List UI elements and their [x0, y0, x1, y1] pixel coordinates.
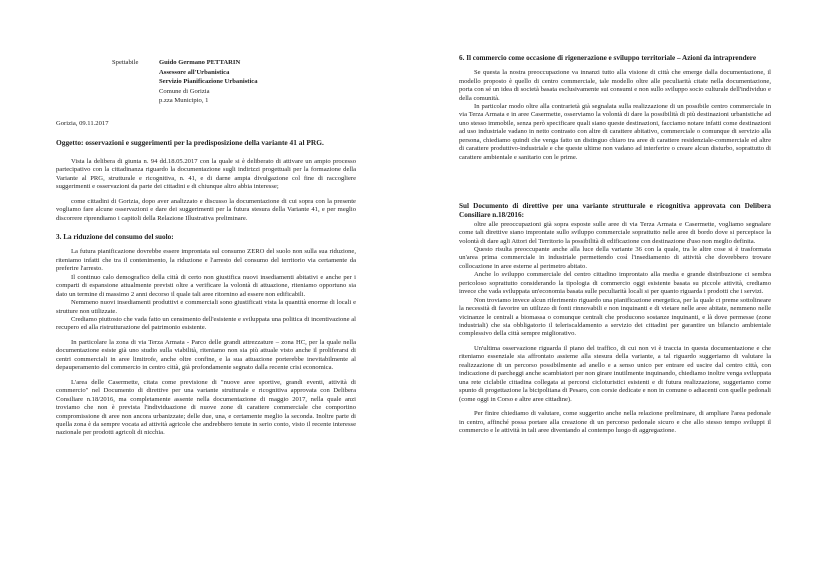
right-page-content — [459, 54, 771, 435]
paragraph-via-terza-armata: In particolare la zona di via Terza Armata - Parco delle grandi attrezzature – zona HC, per la quale nella documentazione esiste già uno studio sulla viabilità, riteniamo non sia più attuale visto anche il proliferarsi di centri commerciali in aree limitrofe, anche oltre confine, e la sua attuazione porterebbe inevitabilmente al depauperamento del commercio in centro città, già profondamente segnato dalla recente crisi economica. — [56, 338, 356, 372]
paragraph-whereas: Vista la delibera di giunta n. 94 dd.18.05.2017 con la quale si è deliberato di attivare un ampio processo partecipativo con la cittadinanza riguardo la documentazione sugli indirizzi progettuali per la formazione della Variante al PRG, strutturale e ricognitiva, n. 41, e di darne ampia divulgazione col fine di raccogliere suggerimenti e osservazioni da parte dei cittadini e di chiunque altro abbia interesse; — [56, 158, 356, 191]
section-heading-directives: Sul Documento di direttive per una variante strutturale e ricognitiva approvata con Delibera Consiliare n.18/2016: — [459, 202, 771, 220]
paragraph-city-center-commerce: Anche lo sviluppo commerciale del centro cittadino improntato alla media e grande distribuzione ci sembra pericoloso soprattutto considerando la tipologia di commercio oggi esistente basata su piccole attività, crediamo invece che vada sviluppata un'economia basata sulle peculiarità locali si per quanto riguarda i prodotti che i servizi. — [459, 271, 771, 296]
section-heading-6: 6. Il commercio come occasione di rigenerazione e sviluppo territoriale – Azioni da intraprendere — [459, 54, 757, 62]
letter-page-right — [410, 0, 820, 580]
addressee-label: Spettabile — [112, 59, 139, 66]
paragraph-intro: come cittadini di Gorizia, dopo aver analizzato e discusso la documentazione di cui sopra con la presente vogliamo fare alcune osservazioni e dare dei suggerimenti per la futura stesura della Variante 41, e per meglio discorrere riprendiamo i capitoli della Relazione Illustrativa preliminare. — [56, 197, 356, 222]
letter-subject: Oggetto: osservazioni e suggerimenti per la predisposizione della variante 41 al PRG. — [56, 138, 324, 148]
paragraph-pedestrian-area: Per finire chiediamo di valutare, come suggerito anche nella relazione preliminare, di ampliare l'area pedonale in centro, affinché possa portare alla creazione di un percorso pedonale sicuro e che allo stesso tempo sviluppi il commercio e le attività in tali aree diventando al contempo luogo di aggregazione. — [459, 410, 771, 435]
paragraph-border-areas: oltre alle preoccupazioni già sopra esposte sulle aree di via Terza Armata e Casermette, vogliamo segnalare come tali direttive siano improntate sullo sviluppo commerciale soprattutto nelle aree di bordo dove si percepisce la volontà di dare agli Attori del Territorio la possibilità di edificazione con destinazione d'uso non meglio definita. — [459, 220, 771, 245]
paragraph-casermette: L'area delle Casermette, citata come previsione di "nuove aree sportive, grandi eventi, attività di commercio" nel Documento di direttive per una variante strutturale e ricognitiva approvata con Delibera Consiliare n.18/2016, ma completamente assente nella documentazione di maggio 2017, nella quale anzi troviamo che non è prevista l'individuazione di nuove zone di carattere commerciale che comportino compromissione di aree non ancora urbanizzate; delle due, una, e certamente meglio la seconda. Inoltre parte di quella zona è da sempre vocata ad attività agricole che andrebbero tenute in serio conto, visto il recente interesse nazionale per prodotti agricoli di nicchia. — [56, 378, 356, 437]
addressee-name: Guido Germano PETTARIN — [159, 59, 241, 66]
paragraph-zoning-distinction: In particolar modo oltre alla contrarietà già segnalata sulla realizzazione di un possibile centro commerciale in via Terza Armata e in aree Casermette, osserviamo la volontà di dare la possibilità di più destinazioni urbanistiche ad uno stesso immobile, senza però specificare quali siano queste destinazioni, facciamo notare infatti come destinazioni ad uso industriale vadano in netto contrasto con altre di carattere abitativo, commerciale o comunque di servizio alla persona, chiediamo quindi che venga fatto un distinguo chiaro tra aree di carattere residenziale-commerciale ed altre di carattere produttivo-industriale e che queste ultime non vadano ad interferire o creare alcun disturbo, soprattutto di carattere ambientale e sanitario con le prime. — [459, 103, 771, 161]
addressee-role: Assessore all'Urbanistica — [159, 68, 230, 76]
paragraph-demographics: Il continuo calo demografico della città di certo non giustifica nuovi insediamenti abitativi e anche per i comparti di espansione attualmente previsti oltre a verificare la volontà di attuazione, riteniamo opportuno sia dato un termine di massimo 2 anni decorso il quale tali aree ritornino ad essere non edificabili. — [56, 273, 356, 298]
paragraph-no-new-settlements: Nemmeno nuovi insediamenti produttivi e commerciali sono giustificati vista la quantità enorme di locali e strutture non utilizzate. — [56, 299, 356, 315]
addressee-office: Servizio Pianificazione Urbanistica — [159, 78, 258, 86]
paragraph-city-vision: Se questa la nostra preoccupazione va innanzi tutto alla visione di città che emerge dalla documentazione, il modello proposto è quello di centro commerciale, tale modello oltre alle peculiarità citate nella documentazione, porta con sé un idea di società basata esclusivamente sui consumi e non sullo sviluppo socio culturale dell'individuo e della comunità. — [459, 69, 771, 102]
letter-date: Gorizia, 09.11.2017 — [56, 119, 109, 127]
addressee-city: Comune di Gorizia — [159, 87, 210, 95]
addressee-street: p.zza Municipio, 1 — [159, 97, 209, 105]
paragraph-energy-planning: Non troviamo invece alcun riferimento riguardo una pianificazione energetica, per la quale ci preme sottolineare la necessità di favorire un utilizzo di fonti rinnovabili e non inquinanti e di vietare nelle aree abitate, nemmeno nelle vicinanze le centrali a biomassa o comunque centrali che producono sostanze inquinanti, e là dove permesse (zone industriali) che sia obbligatorio il teleriscaldamento a servizio dei cittadini per garantire un bilancio ambientale complessivo della città sempre migliorativo. — [459, 296, 771, 338]
paragraph-census: Crediamo piuttosto che vada fatto un censimento dell'esistente e sviluppata una politica di incentivazione al recupero ed alla ristrutturazione del patrimonio esistente. — [56, 316, 356, 332]
paragraph-zero-consumption: La futura pianificazione dovrebbe essere improntata sul consumo ZERO del suolo non sulla sua riduzione, riteniamo infatti che tra il contenimento, la riduzione e l'arresto del consumo del territorio via certamente da preferire l'arresto. — [56, 248, 356, 273]
paragraph-variant-36: Questo risulta preoccupante anche alla luce della variante 36 con la quale, tra le altre cose si è trasformata un'area prima commerciale in industriale permettendo così l'insediamento di attività che dovrebbero trovare collocazione in aree esterne al perimetro abitato. — [459, 245, 771, 270]
section-heading-3: 3. La riduzione del consumo del suolo: — [56, 233, 174, 242]
left-page-content — [56, 58, 356, 438]
addressee-block — [112, 58, 356, 106]
paragraph-traffic-plan: Un'ultima osservazione riguarda il piano del traffico, di cui non vi è traccia in questa documentazione e che riteniamo essenziale sia affrontato assieme alla stesura della variante, a tal riguardo suggeriamo di valutare la realizzazione di un percorso possibilmente ad anello e a senso unico per entrare ed uscire dal centro città, con indicazione di parcheggi anche scambiatori per non girare inutilmente inquinando, chiediamo inoltre venga sviluppata una rete ciclabile cittadina collegata ai percorsi cicloturistici esistenti e di futura realizzazione, suggeriamo come spunto di progettazione la bicipolitana di Pesaro, con corsie dedicate e non in comune o adiacenti con quelle pedonali (come oggi in Corso e altre aree cittadine). — [459, 344, 771, 403]
